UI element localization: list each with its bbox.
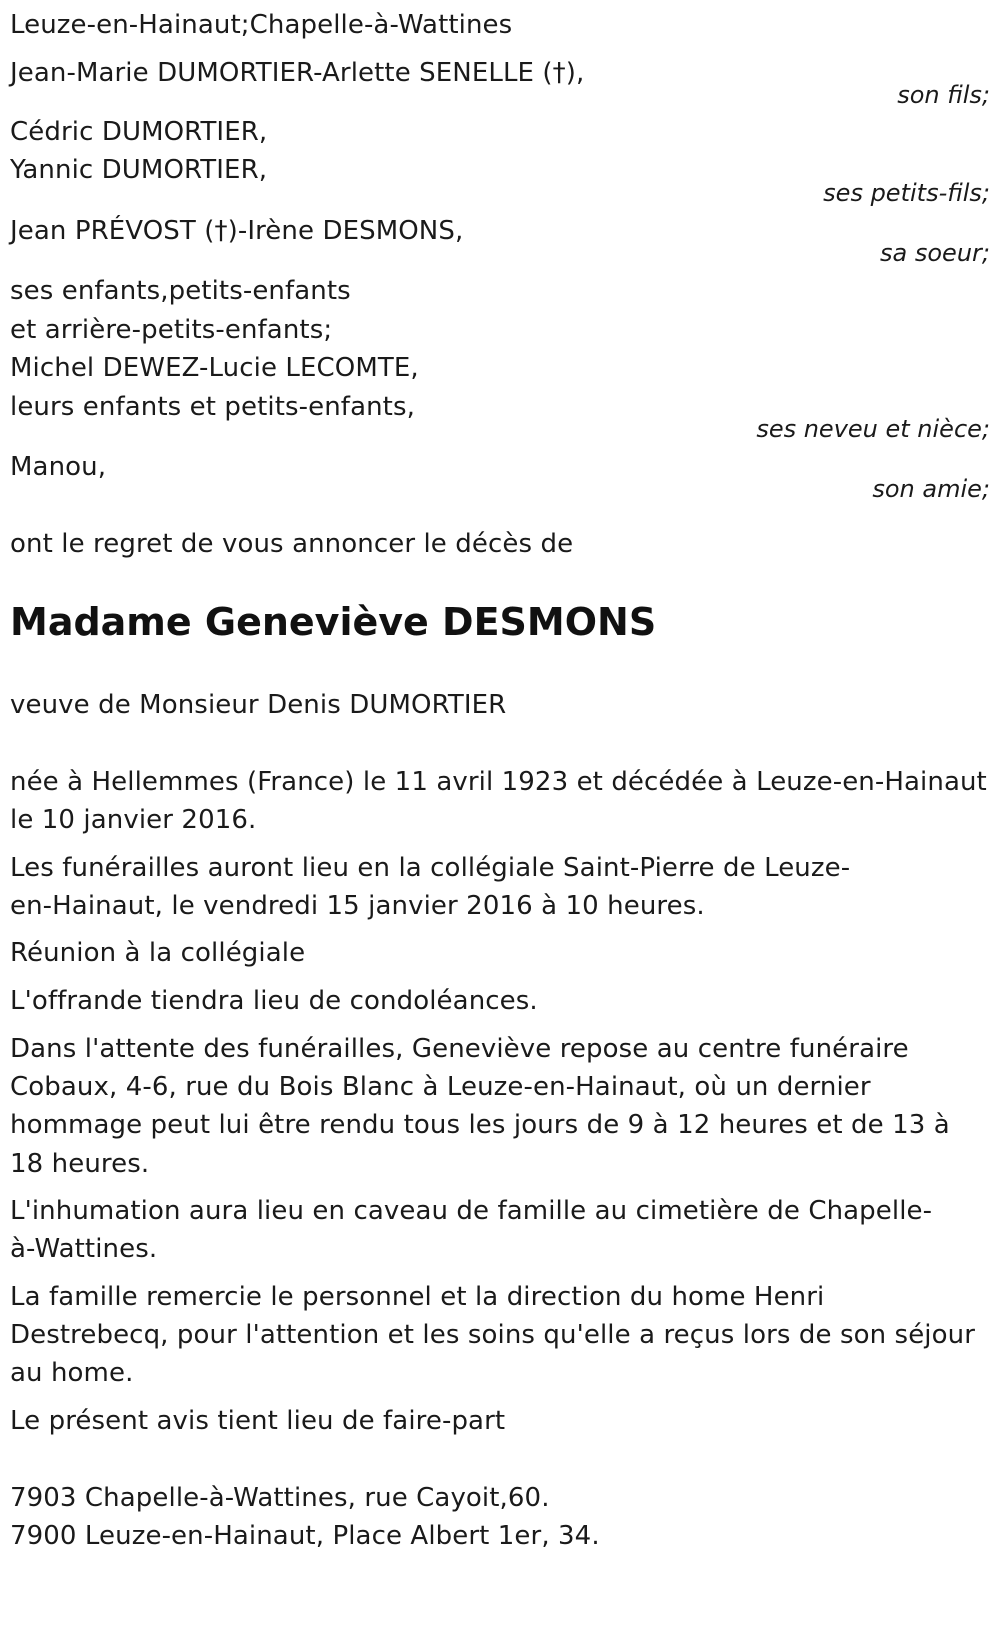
friend-role: son amie;: [872, 475, 990, 503]
thanks-line-3: au home.: [10, 1358, 134, 1388]
locations-header: Leuze-en-Hainaut;Chapelle-à-Wattines: [10, 10, 513, 40]
grandsons-role: ses petits-fils;: [823, 179, 990, 207]
rest-line-4: 18 heures.: [10, 1149, 150, 1179]
descendants-line-1: ses enfants,petits-enfants: [10, 276, 351, 306]
friend-name: Manou,: [10, 452, 107, 482]
thanks-line-1: La famille remercie le personnel et la direction du home Henri: [10, 1282, 825, 1312]
burial-line-1: L'inhumation aura lieu en caveau de famille au cimetière de Chapelle-: [10, 1196, 933, 1226]
nephew-line-2: leurs enfants et petits-enfants,: [10, 392, 415, 422]
burial-line-2: à-Wattines.: [10, 1234, 158, 1264]
grandson-1: Cédric DUMORTIER,: [10, 117, 268, 147]
sister-name: Jean PRÉVOST (†)-Irène DESMONS,: [10, 216, 464, 246]
offering-note: L'offrande tiendra lieu de condoléances.: [10, 986, 538, 1016]
birth-death-line-1: née à Hellemmes (France) le 11 avril 1923 et décédée à Leuze-en-Hainaut: [10, 767, 987, 797]
rest-line-2: Cobaux, 4-6, rue du Bois Blanc à Leuze-en-Hainaut, où un dernier: [10, 1072, 871, 1102]
sister-role: sa soeur;: [880, 239, 990, 267]
meeting-place: Réunion à la collégiale: [10, 938, 306, 968]
descendants-line-2: et arrière-petits-enfants;: [10, 315, 333, 345]
funeral-line-2: en-Hainaut, le vendredi 15 janvier 2016 à 10 heures.: [10, 891, 705, 921]
announcement-intro: ont le regret de vous annoncer le décès de: [10, 529, 574, 559]
notice-statement: Le présent avis tient lieu de faire-part: [10, 1406, 506, 1436]
son-name: Jean-Marie DUMORTIER-Arlette SENELLE (†),: [10, 58, 585, 88]
rest-line-1: Dans l'attente des funérailles, Geneviève repose au centre funéraire: [10, 1034, 909, 1064]
widow-of: veuve de Monsieur Denis DUMORTIER: [10, 690, 507, 720]
thanks-line-2: Destrebecq, pour l'attention et les soins qu'elle a reçus lors de son séjour: [10, 1320, 975, 1350]
birth-death-line-2: le 10 janvier 2016.: [10, 805, 257, 835]
deceased-name: Madame Geneviève DESMONS: [10, 600, 657, 644]
nephew-line-1: Michel DEWEZ-Lucie LECOMTE,: [10, 353, 419, 383]
grandson-2: Yannic DUMORTIER,: [10, 155, 268, 185]
funeral-line-1: Les funérailles auront lieu en la collégiale Saint-Pierre de Leuze-: [10, 853, 851, 883]
address-2: 7900 Leuze-en-Hainaut, Place Albert 1er, 34.: [10, 1521, 600, 1551]
rest-line-3: hommage peut lui être rendu tous les jours de 9 à 12 heures et de 13 à: [10, 1110, 950, 1140]
address-1: 7903 Chapelle-à-Wattines, rue Cayoit,60.: [10, 1483, 550, 1513]
son-role: son fils;: [897, 81, 990, 109]
nephew-role: ses neveu et nièce;: [756, 415, 990, 443]
